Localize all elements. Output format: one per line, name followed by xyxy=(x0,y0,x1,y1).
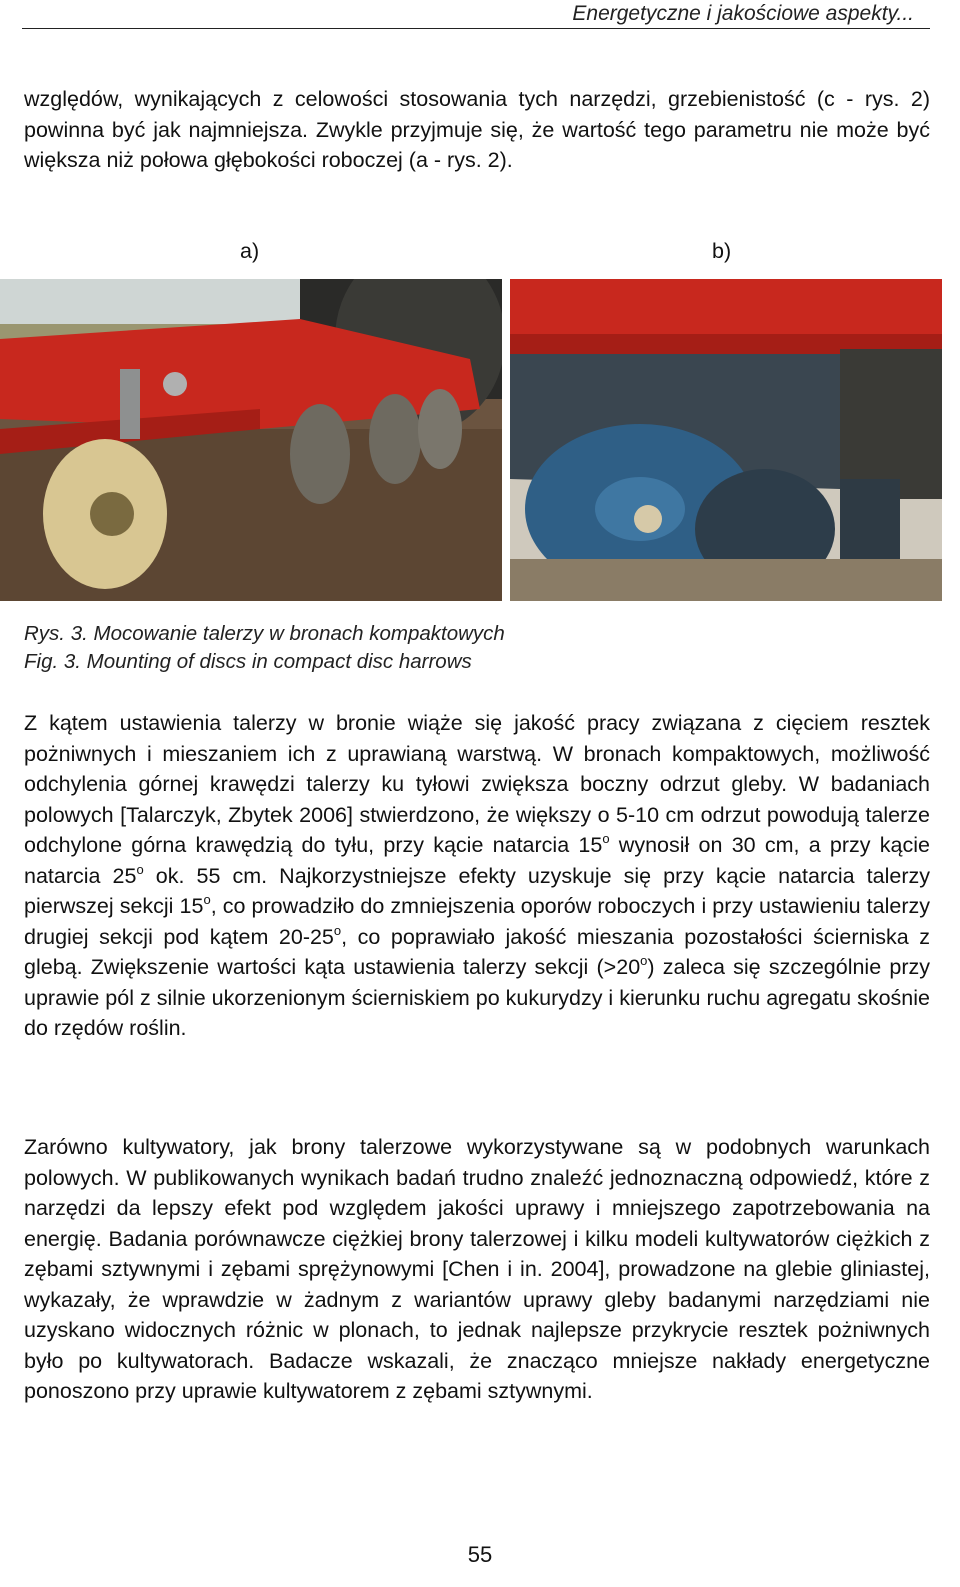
degree-superscript-1: o xyxy=(602,831,610,846)
paragraph-2-text-6: ) zaleca się szczególnie przy uprawie pól z silnie ukorzenionym ścierniskiem po kukurydzy i kierunku ruchu agregatu skośnie do rzędów roślin. xyxy=(24,955,930,1040)
figure-label-b: b) xyxy=(712,239,732,263)
page-number: 55 xyxy=(467,1542,493,1567)
figure-label-a: a) xyxy=(240,239,260,263)
paragraph-3: Zarówno kultywatory, jak brony talerzowe wykorzystywane są w podobnych warunkach polowych. W publikowanych wynikach badań trudno znaleźć jednoznaczną odpowiedź, które z narzędzi da lepszy efekt pod względem jakości uprawy i mniejszego zapotrzebowania na energię. Badania porównawcze ciężkiej brony talerzowej i kilku modeli kultywatorów ciężkich z zębami sztywnymi i zębami sprężynowymi [Chen i in. 2004], prowadzone na glebie gliniastej, wykazały, że wprawdzie w żadnym z wariantów uprawy gleby badanymi narzędziami nie uzyskano widocznych różnic w plonach, to jednak najlepsze przykrycie resztek pożniwnych było po kultywatorach. Badacze wskazali, że znacząco mniejsze nakłady energetyczne ponoszono przy uprawie kultywatorem z zębami sztywnymi. xyxy=(24,1135,930,1403)
paragraph-2-text-5: , co poprawiało jakość mieszania pozostałości ścierniska z glebą. Zwiększenie wartości kąta ustawienia talerzy sekcji (>20 xyxy=(24,924,931,979)
paragraph-1: względów, wynikających z celowości stosowania tych narzędzi, grzebienistość (c - rys. 2) powinna być jak najmniejsza. Zwykle przyjmuje się, że wartość tego parametru nie może być większa niż połowa głębokości roboczej (a - rys. 2). xyxy=(24,87,930,172)
degree-superscript-5: o xyxy=(640,953,648,968)
paragraph-2 xyxy=(24,708,930,1044)
figure-caption-en: Fig. 3. Mounting of discs in compact disc harrows xyxy=(24,650,472,673)
running-title: Energetyczne i jakościowe aspekty... xyxy=(572,2,914,25)
paragraph-2-text-1: Z kątem ustawienia talerzy w bronie wiąże się jakość pracy związana z cięciem resztek pożniwnych i mieszaniem ich z uprawianą warstwą. W bronach kompaktowych, możliwość odchylenia górnej krawędzi talerzy ku tyłowi zwiększa boczny odrzut gleby. W badaniach polowych [Talarczyk, Zbytek 2006] stwierdzono, że większy o 5-10 cm odrzut powodują talerze odchylone górna krawędzią do tyłu, przy kącie natarcia 15 xyxy=(24,711,930,857)
photo-disc-mounting-b xyxy=(510,279,942,601)
running-header xyxy=(22,0,930,29)
degree-superscript-4: o xyxy=(333,922,342,938)
paragraph-2-text-4: , co prowadziło do zmniejszenia oporów roboczych i przy ustawieniu talerzy drugiej sekcji pod kątem 20-25 xyxy=(24,894,931,949)
photo-disc-harrow-a xyxy=(0,279,502,601)
paragraph-2-text-2: wynosił on 30 cm, a przy kącie natarcia 25 xyxy=(24,833,930,888)
paragraph-2-text-3: ok. 55 cm. Najkorzystniejsze efekty uzyskuje się przy kącie natarcia talerzy pierwszej sekcji 15 xyxy=(24,863,930,918)
figure-caption-pl: Rys. 3. Mocowanie talerzy w bronach kompaktowych xyxy=(24,622,505,645)
degree-superscript-2: o xyxy=(136,861,144,877)
degree-superscript-3: o xyxy=(203,892,211,907)
